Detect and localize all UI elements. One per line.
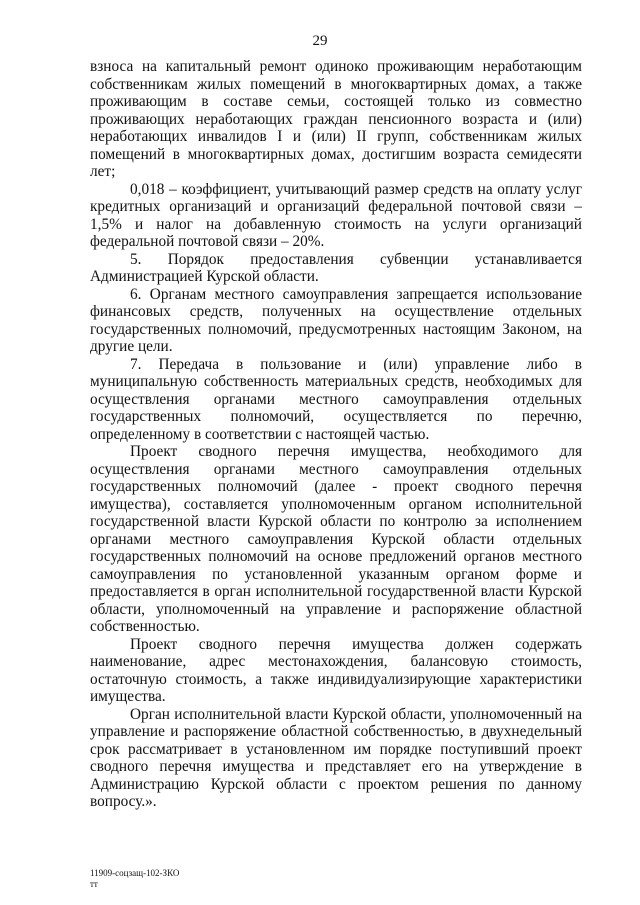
paragraph-2: 0,018 – коэффициент, учитывающий размер средств на оплату услуг кредитных организаций и организаций федеральной почтовой связи – 1,5% и налог на добавленную стоимость на услуги организаций федеральной почтовой связи – 20%.: [90, 180, 582, 250]
paragraph-3: 5. Порядок предоставления субвенции устанавливается Администрацией Курской области.: [90, 250, 582, 285]
footer-initials: тт: [90, 879, 98, 889]
paragraph-6: Проект сводного перечня имущества, необходимого для осуществления органами местного самоуправления отдельных государственных полномочий (далее - проект сводного перечня имущества), составляется уполномоченным органом исполнительной государственной власти Курской области по контролю за исполнением органами местного самоуправления Курской области отдельных государственных полномочий на основе предложений органов местного самоуправления по установленной указанным органом форме и предоставляется в орган исполнительной государственной власти Курской области, уполномоченный на управление и распоряжение областной собственностью.: [90, 443, 582, 635]
paragraph-5: 7. Передача в пользование и (или) управление либо в муниципальную собственность материальных средств, необходимых для осуществления органами местного самоуправления отдельных государственных полномочий, осуществляется по перечню, определенному в соответствии с настоящей частью.: [90, 355, 582, 443]
paragraph-4: 6. Органам местного самоуправления запрещается использование финансовых средств, полученных на осуществление отдельных государственных полномочий, предусмотренных настоящим Законом, на другие цели.: [90, 285, 582, 355]
body-text: [90, 58, 582, 811]
paragraph-7: Проект сводного перечня имущества должен содержать наименование, адрес местонахождения, балансовую стоимость, остаточную стоимость, а также индивидуализирующие характеристики имущества.: [90, 635, 582, 705]
footer-code: 11909-соцзащ-102-ЗКО: [90, 868, 180, 878]
paragraph-1: взноса на капитальный ремонт одиноко проживающим неработающим собственникам жилых помещений в многоквартирных домах, а также проживающим в составе семьи, состоящей только из совместно проживающих неработающих граждан пенсионного возраста и (или) неработающих инвалидов I и (или) II групп, собственникам жилых помещений в многоквартирных домах, достигшим возраста семидесяти лет;: [90, 58, 582, 180]
paragraph-8: Орган исполнительной власти Курской области, уполномоченный на управление и распоряжение областной собственностью, в двухнедельный срок рассматривает в установленном им порядке поступивший проект сводного перечня имущества и представляет его на утверждение в Администрацию Курской области с проектом решения по данному вопросу.».: [90, 705, 582, 810]
page-number: 29: [312, 33, 328, 49]
document-footer: [90, 868, 179, 890]
